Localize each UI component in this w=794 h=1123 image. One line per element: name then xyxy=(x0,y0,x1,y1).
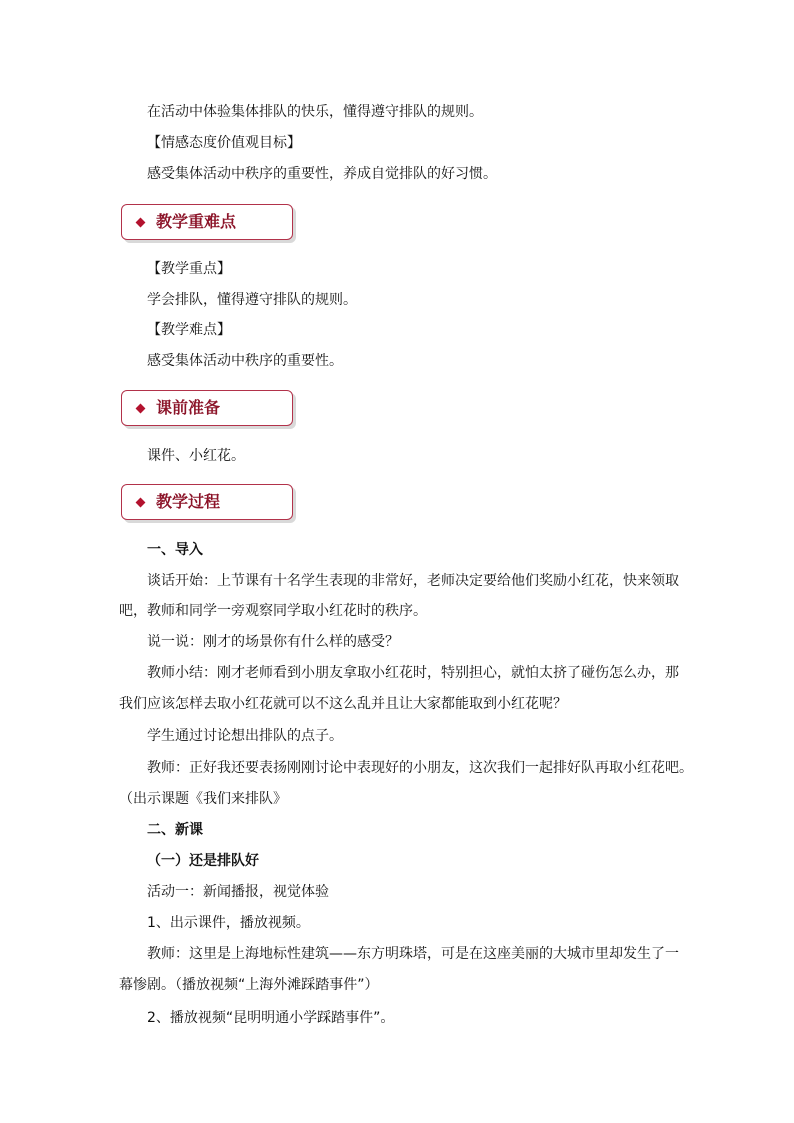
preparation-text: 课件、小红花。 xyxy=(147,448,245,464)
diamond-bullet-icon xyxy=(136,404,146,414)
subsection-heading: （一）还是排队好 xyxy=(147,853,259,869)
activity-text: 活动一：新闻播报，视觉体验 xyxy=(147,884,329,900)
intro-heading: 一、导入 xyxy=(147,542,203,558)
section-title: 教学重难点 xyxy=(156,212,237,231)
difficulty-heading: 【教学难点】 xyxy=(147,322,231,338)
section-heading-key-points xyxy=(121,204,293,240)
difficulty-text: 感受集体活动中秩序的重要性。 xyxy=(147,353,343,369)
shanghai-text-line: 教师：这里是上海地标性建筑——东方明珠塔，可是在这座美丽的大城市里却发生了一 xyxy=(147,946,679,962)
section-heading-preparation xyxy=(121,390,293,426)
step-text: 2、播放视频“昆明明通小学踩踏事件”。 xyxy=(147,1010,395,1026)
talk-text-line: 谈话开始：上节课有十名学生表现的非常好，老师决定要给他们奖励小红花，快来领取 xyxy=(147,573,679,589)
new-lesson-heading: 二、新课 xyxy=(147,822,203,838)
focus-text: 学会排队，懂得遵守排队的规则。 xyxy=(147,292,357,308)
teacher-text-line: （出示课题《我们来排队》 xyxy=(119,791,287,807)
section-heading-process xyxy=(121,484,293,520)
diamond-bullet-icon xyxy=(136,498,146,508)
step-text: 1、出示课件，播放视频。 xyxy=(147,915,310,931)
shanghai-text-line: 幕惨剧。（播放视频“上海外滩踩踏事件”） xyxy=(119,977,379,993)
emotion-goal-text: 感受集体活动中秩序的重要性，养成自觉排队的好习惯。 xyxy=(147,166,497,182)
say-text: 说一说：刚才的场景你有什么样的感受？ xyxy=(147,634,399,650)
section-title: 教学过程 xyxy=(156,492,221,511)
section-title: 课前准备 xyxy=(156,398,221,417)
focus-heading: 【教学重点】 xyxy=(147,261,231,277)
discuss-text: 学生通过讨论想出排队的点子。 xyxy=(147,728,343,744)
objective-text: 在活动中体验集体排队的快乐，懂得遵守排队的规则。 xyxy=(147,104,483,120)
summary-text-line: 教师小结：刚才老师看到小朋友拿取小红花时，特别担心，就怕太挤了碰伤怎么办，那 xyxy=(147,665,679,681)
diamond-bullet-icon xyxy=(136,218,146,228)
talk-text-line: 吧，教师和同学一旁观察同学取小红花时的秩序。 xyxy=(119,603,427,619)
teacher-text-line: 教师：正好我还要表扬刚刚讨论中表现好的小朋友，这次我们一起排好队再取小红花吧。 xyxy=(147,760,693,776)
emotion-goal-heading: 【情感态度价值观目标】 xyxy=(147,135,301,151)
summary-text-line: 我们应该怎样去取小红花就可以不这么乱并且让大家都能取到小红花呢？ xyxy=(119,696,567,712)
